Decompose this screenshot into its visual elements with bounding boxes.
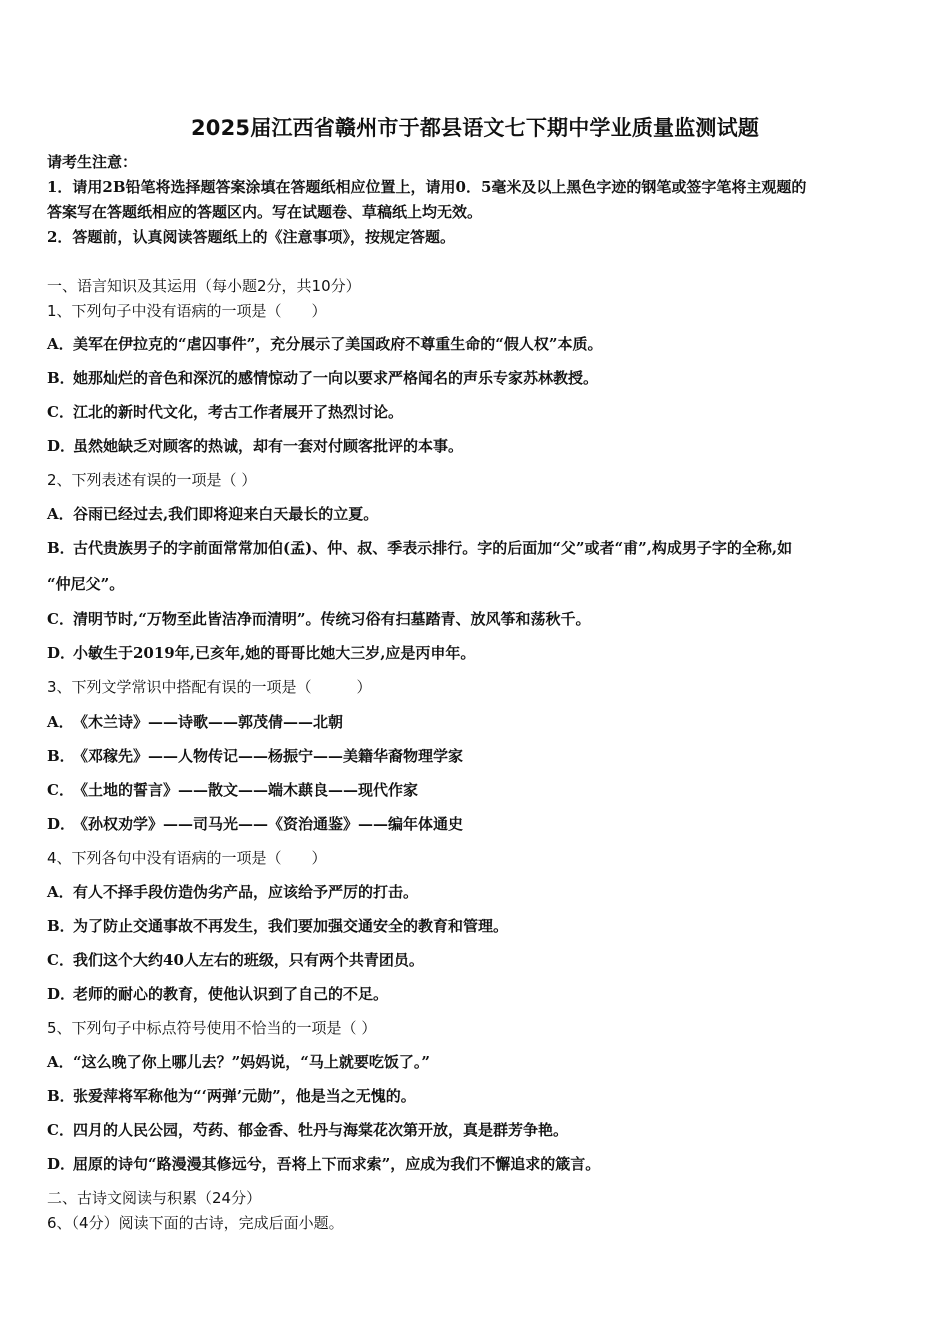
notice-heading: 请考生注意： [47, 153, 138, 171]
section-2-heading: 二、古诗文阅读与积累（24分） [47, 1189, 262, 1207]
option-text: 谷雨已经过去,我们即将迎来白天最长的立夏。 [73, 505, 379, 523]
option-letter: D． [47, 437, 76, 455]
option-letter: B． [47, 917, 75, 935]
option-letter: A． [47, 883, 74, 901]
notice-line-1: 1．请用2B铅笔将选择题答案涂填在答题纸相应位置上，请用0．5毫米及以上黑色字迹的钢笔或签字笔将主观题的 [47, 178, 807, 196]
q2-option-c [47, 609, 910, 629]
option-text: 清明节时,“万物至此皆洁净而清明”。传统习俗有扫墓踏青、放风筝和荡秋千。 [73, 610, 591, 628]
q2-stem: 2、下列表述有误的一项是（ ） [47, 471, 257, 489]
option-letter: D． [47, 1155, 76, 1173]
q5-stem: 5、下列句子中标点符号使用不恰当的一项是（ ） [47, 1019, 377, 1037]
q4-option-b [47, 916, 910, 936]
option-letter: A． [47, 335, 74, 353]
q4-stem: 4、下列各句中没有语病的一项是（ ） [47, 849, 327, 867]
option-text: 我们这个大约40人左右的班级，只有两个共青团员。 [73, 951, 424, 969]
q1-option-d [47, 436, 910, 456]
q4-option-a [47, 882, 910, 902]
q2-option-d [47, 643, 910, 663]
option-text: 虽然她缺乏对顾客的热诚，却有一套对付顾客批评的本事。 [73, 437, 464, 455]
option-text: 《邓稼先》——人物传记——杨振宁——美籍华裔物理学家 [73, 747, 464, 765]
q2-option-b [47, 538, 910, 558]
option-text: 老师的耐心的教育，使他认识到了自己的不足。 [73, 985, 389, 1003]
q3-option-b [47, 746, 910, 766]
q1-option-c [47, 402, 910, 422]
option-letter: B． [47, 747, 75, 765]
option-letter: A． [47, 505, 74, 523]
option-text: 张爱萍将军称他为“‘两弹’元勋”，他是当之无愧的。 [73, 1087, 416, 1105]
option-letter: D． [47, 815, 76, 833]
q4-option-d [47, 984, 910, 1004]
option-text: 有人不择手段仿造伪劣产品，应该给予严厉的打击。 [73, 883, 419, 901]
q3-option-c [47, 780, 910, 800]
page-title: 2025届江西省赣州市于都县语文七下期中学业质量监测试题 [190, 116, 760, 140]
option-letter: C． [47, 403, 74, 421]
option-letter: D． [47, 985, 76, 1003]
option-letter: C． [47, 951, 74, 969]
option-text: 她那灿烂的音色和深沉的感情惊动了一向以要求严格闻名的声乐专家苏林教授。 [73, 369, 599, 387]
option-text: 屈原的诗句“路漫漫其修远兮，吾将上下而求索”，应成为我们不懈追求的箴言。 [73, 1155, 601, 1173]
q5-option-c [47, 1120, 910, 1140]
option-text: 四月的人民公园，芍药、郁金香、牡丹与海棠花次第开放，真是群芳争艳。 [73, 1121, 569, 1139]
option-letter: A． [47, 1053, 74, 1071]
option-text: 《木兰诗》——诗歌——郭茂倩——北朝 [73, 713, 344, 731]
q5-option-b [47, 1086, 910, 1106]
option-letter: B． [47, 539, 75, 557]
q2-option-a [47, 504, 910, 524]
q4-option-c [47, 950, 910, 970]
option-text: 《土地的誓言》——散文——端木蕻良——现代作家 [73, 781, 419, 799]
q1-option-b [47, 368, 910, 388]
q3-option-a [47, 712, 910, 732]
option-text: 小敏生于2019年,已亥年,她的哥哥比她大三岁,应是丙申年。 [73, 644, 476, 662]
option-text: 为了防止交通事故不再发生，我们要加强交通安全的教育和管理。 [73, 917, 509, 935]
q3-stem: 3、下列文学常识中搭配有误的一项是（ ） [47, 678, 372, 696]
option-letter: D． [47, 644, 76, 662]
option-text: “这么晚了你上哪儿去？”妈妈说，“马上就要吃饭了。” [73, 1053, 431, 1071]
option-text: 《孙权劝学》——司马光——《资治通鉴》——编年体通史 [73, 815, 464, 833]
section-1-heading: 一、语言知识及其运用（每小题2分，共10分） [47, 277, 361, 295]
option-letter: A． [47, 713, 74, 731]
q5-option-d [47, 1154, 910, 1174]
option-text: 美军在伊拉克的“虐囚事件”，充分展示了美国政府不尊重生命的“假人权”本质。 [73, 335, 603, 353]
option-letter: C． [47, 1121, 74, 1139]
q1-option-a [47, 334, 910, 354]
option-letter: C． [47, 610, 74, 628]
q6-stem: 6、（4分）阅读下面的古诗，完成后面小题。 [47, 1214, 344, 1232]
q1-stem: 1、下列句子中没有语病的一项是（ ） [47, 302, 327, 320]
option-letter: C． [47, 781, 74, 799]
option-letter: B． [47, 1087, 75, 1105]
q3-option-d [47, 814, 910, 834]
q5-option-a [47, 1052, 910, 1072]
notice-line-1-cont: 答案写在答题纸相应的答题区内。写在试题卷、草稿纸上均无效。 [47, 203, 483, 221]
option-letter: B． [47, 369, 75, 387]
q2-option-b-cont: “仲尼父”。 [47, 575, 125, 593]
option-text: 古代贵族男子的字前面常常加伯(孟)、仲、叔、季表示排行。字的后面加“父”或者“甫”,构成男子字的全称,如 [73, 539, 793, 557]
notice-line-2: 2．答题前，认真阅读答题纸上的《注意事项》，按规定答题。 [47, 228, 455, 246]
option-text: 江北的新时代文化，考古工作者展开了热烈讨论。 [73, 403, 404, 421]
